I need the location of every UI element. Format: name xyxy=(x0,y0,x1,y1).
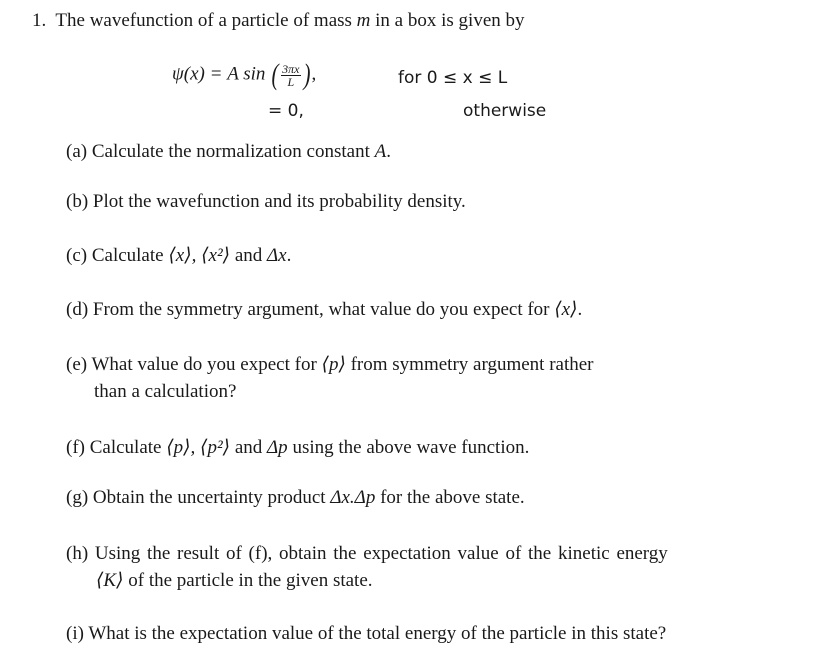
part-a xyxy=(66,141,391,163)
equation-line-2: = 0, xyxy=(268,101,304,121)
part-a-post: . xyxy=(386,141,391,162)
part-c-expr1: ⟨x⟩, ⟨x²⟩ xyxy=(168,245,231,266)
part-h-post: of the particle in the given state. xyxy=(123,570,373,591)
part-h-line2 xyxy=(96,569,373,592)
part-a-var: A xyxy=(374,141,387,162)
part-d-text: (d) From the symmetry argument, what value do you expect for xyxy=(66,299,555,320)
part-g-text: (g) Obtain the uncertainty product xyxy=(66,487,331,508)
problem-intro-post: in a box is given by xyxy=(370,10,525,31)
part-h-expr: ⟨K⟩ xyxy=(96,570,124,591)
part-f xyxy=(66,436,529,459)
part-f-post: using the above wave function. xyxy=(287,437,530,458)
mass-variable: m xyxy=(356,10,371,31)
argument-fraction xyxy=(281,63,300,88)
part-c-mid: and xyxy=(230,245,267,266)
part-d-expr: ⟨x⟩ xyxy=(554,299,578,320)
part-f-expr1: ⟨p⟩, ⟨p²⟩ xyxy=(166,437,231,458)
part-e-post: from symmetry argument rather xyxy=(345,354,594,375)
part-h-line1: (h) Using the result of (f), obtain the expectation value of the kinetic energy xyxy=(66,543,668,564)
equation-condition-1: for 0 ≤ x ≤ L xyxy=(398,68,508,88)
part-e-text: (e) What value do you expect for xyxy=(66,354,322,375)
fraction-denominator: L xyxy=(287,74,295,89)
equation-lhs: ψ(x) = A sin xyxy=(172,63,266,85)
part-f-mid: and xyxy=(230,437,268,458)
part-d xyxy=(66,298,582,321)
part-a-text: (a) Calculate the normalization constant xyxy=(66,141,375,162)
part-g-expr: Δx.Δp xyxy=(330,487,376,508)
part-e-line1 xyxy=(66,353,594,376)
left-paren: ( xyxy=(271,58,279,91)
part-e-expr: ⟨p⟩ xyxy=(321,354,346,375)
part-c-expr2: Δx xyxy=(267,245,287,266)
problem-statement xyxy=(32,10,525,32)
part-e-line2: than a calculation? xyxy=(94,381,237,402)
part-f-text: (f) Calculate xyxy=(66,437,167,458)
part-g-post: for the above state. xyxy=(375,487,525,508)
equation-condition-2: otherwise xyxy=(463,101,547,121)
fraction-numerator: 3πx xyxy=(282,61,300,76)
wavefunction-equation xyxy=(172,60,316,90)
part-i: (i) What is the expectation value of the total energy of the particle in this state? xyxy=(66,623,667,644)
part-c-post: . xyxy=(286,245,292,266)
part-d-post: . xyxy=(577,299,583,320)
problem-intro-pre: The wavefunction of a particle of mass xyxy=(55,10,357,31)
equation-comma: , xyxy=(311,63,317,85)
part-c xyxy=(66,244,291,267)
part-b: (b) Plot the wavefunction and its probability density. xyxy=(66,191,466,212)
problem-number: 1. xyxy=(32,10,47,31)
right-paren: ) xyxy=(303,58,310,91)
part-c-text: (c) Calculate xyxy=(66,245,169,266)
part-g xyxy=(66,487,525,509)
part-f-expr2: Δp xyxy=(267,437,288,458)
